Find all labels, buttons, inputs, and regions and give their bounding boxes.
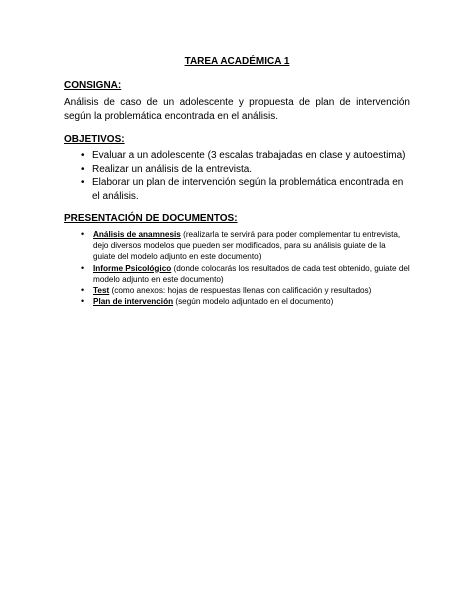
documento-detail: (donde colocarás los resultados de cada test obtenido, guiate del modelo adjunto en este documento) — [93, 263, 410, 284]
list-item — [81, 149, 410, 163]
documento-title: Test — [93, 286, 110, 296]
presentacion-heading: PRESENTACIÓN DE DOCUMENTOS: — [64, 213, 238, 224]
objetivos-heading: OBJETIVOS: — [64, 134, 125, 145]
bullet-icon: • — [81, 285, 85, 296]
documento-detail: (realizarla te servirá para poder complementar tu entrevista, dejo diversos modelos que pueden ser modificados, para su análisis guiate de la guiate del modelo adjunto en este documento) — [93, 230, 401, 262]
documento-detail: (según modelo adjuntado en el documento) — [173, 297, 334, 307]
list-item — [81, 163, 410, 177]
document-title: TAREA ACADÉMICA 1 — [184, 56, 290, 67]
bullet-icon: • — [81, 296, 85, 307]
objetivo-text: Elaborar un plan de intervención según la problemática encontrada en el análisis. — [92, 177, 404, 202]
list-item — [81, 296, 410, 307]
documento-title: Plan de intervención — [93, 297, 174, 307]
bullet-icon: • — [81, 163, 85, 175]
presentacion-section — [64, 212, 410, 307]
list-item — [81, 263, 410, 285]
documentos-list — [64, 229, 410, 307]
objetivos-section — [64, 133, 410, 203]
documento-title: Análisis de anamnesis — [93, 230, 181, 239]
objetivos-list — [64, 149, 410, 203]
list-item — [81, 229, 410, 263]
bullet-icon: • — [81, 262, 85, 273]
consigna-heading: CONSIGNA: — [64, 80, 122, 91]
consigna-section — [64, 79, 410, 123]
bullet-icon: • — [81, 150, 85, 161]
bullet-icon: • — [81, 229, 85, 239]
list-item — [81, 176, 410, 203]
objetivo-text: Evaluar a un adolescente (3 escalas trabajadas en clase y autoestima) — [92, 150, 406, 161]
documento-detail: (como anexos: hojas de respuestas llenas con calificación y resultados) — [109, 286, 372, 296]
objetivo-text: Realizar un análisis de la entrevista. — [92, 163, 253, 175]
documento-title: Informe Psicológico — [93, 263, 172, 273]
list-item — [81, 285, 410, 296]
document-content — [64, 55, 410, 307]
consigna-text: Análisis de caso de un adolescente y propuesta de plan de intervención según la problemática encontrada en el análisis. — [64, 97, 410, 122]
bullet-icon: • — [81, 177, 85, 188]
